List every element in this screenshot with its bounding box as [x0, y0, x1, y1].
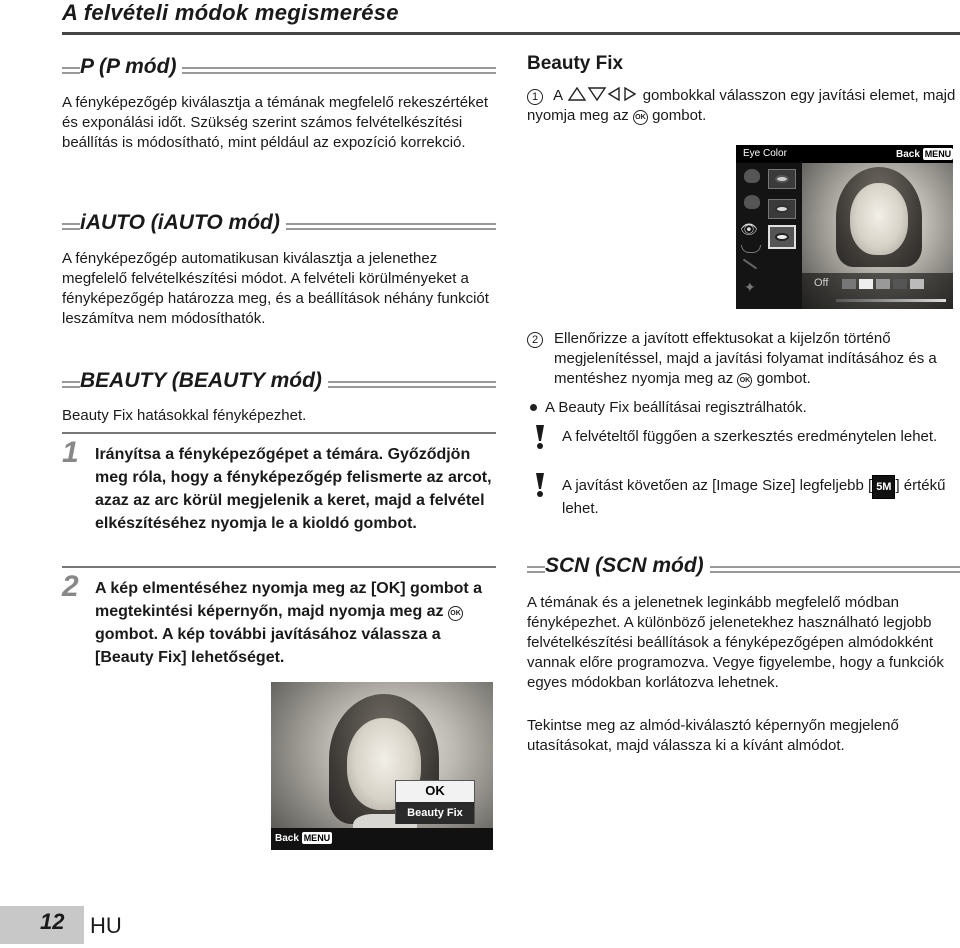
heading-beauty-mode: BEAUTY (BEAUTY mód) — [80, 369, 328, 393]
ok-button-icon: OK — [633, 110, 648, 125]
off-label: Off — [814, 277, 829, 289]
bullet-dot — [530, 404, 537, 411]
ok-button-icon: OK — [737, 373, 752, 388]
arrow-buttons-icon — [567, 87, 639, 101]
text-p-mode: A fényképezőgép kiválasztja a témának megfelelő rekeszértéket és exponálási időt. Szükség szerint számos felvételkészítési beállítás is módosítható, mint például az expozíció korrekció. — [62, 94, 489, 151]
eye-option-2[interactable] — [768, 199, 796, 219]
eye-option-1[interactable] — [768, 169, 796, 189]
step-2-text-part1: A kép elmentéséhez nyomja meg az [OK] gombot a megtekintési képernyőn, majd nyomja meg az — [95, 580, 483, 620]
heading-p-mode: P (P mód) — [80, 55, 182, 79]
step-1-number: 1 — [62, 436, 79, 469]
level-swatch-5[interactable] — [910, 279, 924, 289]
heading-beauty-fix: Beauty Fix — [527, 53, 624, 74]
step-2-number: 2 — [62, 570, 79, 603]
brush-icon[interactable] — [743, 259, 757, 270]
step-2-part1: Ellenőrizze a javított effektusokat a kijelzőn történő megjelenítéssel, majd a javítási folyamat indításához és a mentéshez nyomja meg az — [554, 330, 937, 387]
ok-button-icon: OK — [448, 606, 463, 621]
step-2-circle: 2 — [527, 332, 543, 348]
level-swatch-1[interactable] — [842, 279, 856, 289]
eye-option-3-selected[interactable] — [768, 225, 796, 249]
image-size-5m-icon: 5M — [872, 475, 895, 499]
page-number: 12 — [40, 909, 65, 934]
step-1-part1: A — [553, 87, 563, 104]
level-swatch-3[interactable] — [876, 279, 890, 289]
beauty-fix-screen — [736, 145, 953, 309]
text-scn-mode-1: A témának és a jelenetnek leginkább megfelelő módban fényképezhet. A különböző jelenetekhez használható legjobb felvételkészítési beállítások a fényképezőgépen almódokként vannak előre programozva. Vegye figyelembe, hogy a funkciók egyes módokban korlátozva lehetnek. — [527, 594, 944, 691]
warning-text-1: A felvételtől függően a szerkesztés eredménytelen lehet. — [562, 428, 938, 445]
review-menu — [395, 780, 475, 824]
warning-text-2 — [562, 475, 957, 519]
page-language: HU — [90, 913, 122, 938]
skin-smoothing-icon[interactable] — [744, 169, 760, 183]
level-slider[interactable] — [836, 299, 946, 302]
face-icon[interactable] — [744, 195, 760, 209]
back-label: Back — [896, 149, 920, 160]
bullet-text: A Beauty Fix beállításai regisztrálhatók. — [545, 399, 807, 416]
beauty-fix-option[interactable]: Beauty Fix — [396, 802, 474, 824]
step-1-rule — [62, 432, 496, 434]
menu-icon: MENU — [303, 833, 331, 843]
eye-icon[interactable]: 👁 — [740, 221, 758, 237]
step-1-part3: gombot. — [652, 107, 707, 124]
step-1-text: Irányítsa a fényképezőgépet a témára. Győződjön meg róla, hogy a fényképezőgép felismerte az arcot, azaz az arc körül megjelenik a keret, majd a felvétel elkészítéséhez nyomja le a kioldó gombot. — [95, 446, 492, 532]
text-beauty-mode: Beauty Fix hatásokkal fényképezhet. — [62, 407, 307, 424]
heading-iauto-mode: iAUTO (iAUTO mód) — [80, 211, 286, 235]
menu-icon: MENU — [924, 149, 952, 159]
text-scn-mode-2: Tekintse meg az almód-kiválasztó képernyőn megjelenő utasításokat, majd válassza ki a kívánt almódot. — [527, 717, 899, 754]
step-2-circle-wrap — [527, 329, 547, 349]
beauty-fix-step-2 — [554, 329, 958, 389]
warning-2-part2: ] értékű lehet. — [562, 477, 946, 517]
back-label: Back — [275, 833, 299, 844]
heading-scn-mode: SCN (SCN mód) — [545, 554, 710, 578]
subject-face — [850, 183, 908, 255]
sparkle-icon[interactable]: ✦ — [744, 279, 756, 295]
level-swatch-4[interactable] — [893, 279, 907, 289]
mouth-icon[interactable] — [741, 245, 761, 253]
step-2-text — [95, 577, 500, 669]
step-2-text-part2: gombot. A kép további javításához válassza a [Beauty Fix] lehetőséget. — [95, 626, 441, 666]
level-swatch-2[interactable] — [859, 279, 873, 289]
warning-icon — [527, 424, 553, 450]
back-button[interactable] — [275, 832, 332, 844]
step-2-rule — [62, 566, 496, 568]
step-1-part2: gombokkal válasszon egy javítási elemet, majd nyomja meg az — [527, 87, 956, 124]
eye-color-label: Eye Color — [743, 148, 787, 159]
page-title: A felvételi módok megismerése — [62, 0, 399, 25]
back-button[interactable] — [896, 148, 953, 160]
step-1-circle: 1 — [527, 89, 543, 105]
title-rule — [62, 32, 960, 35]
beauty-fix-step-1 — [527, 86, 960, 126]
warning-icon — [527, 472, 553, 498]
review-screen — [271, 682, 493, 850]
step-2-part2: gombot. — [756, 370, 811, 387]
warning-2-part1: A javítást követően az [Image Size] legfeljebb [ — [562, 477, 873, 494]
ok-option[interactable]: OK — [425, 783, 445, 798]
text-iauto-mode: A fényképezőgép automatikusan kiválasztja a jelenethez megfelelő felvételkészítési módot. A felvételi körülményeket a fényképezőgép határozza meg, és a beállítások néhány funkciót leszámítva nem módosíthatók. — [62, 250, 489, 327]
